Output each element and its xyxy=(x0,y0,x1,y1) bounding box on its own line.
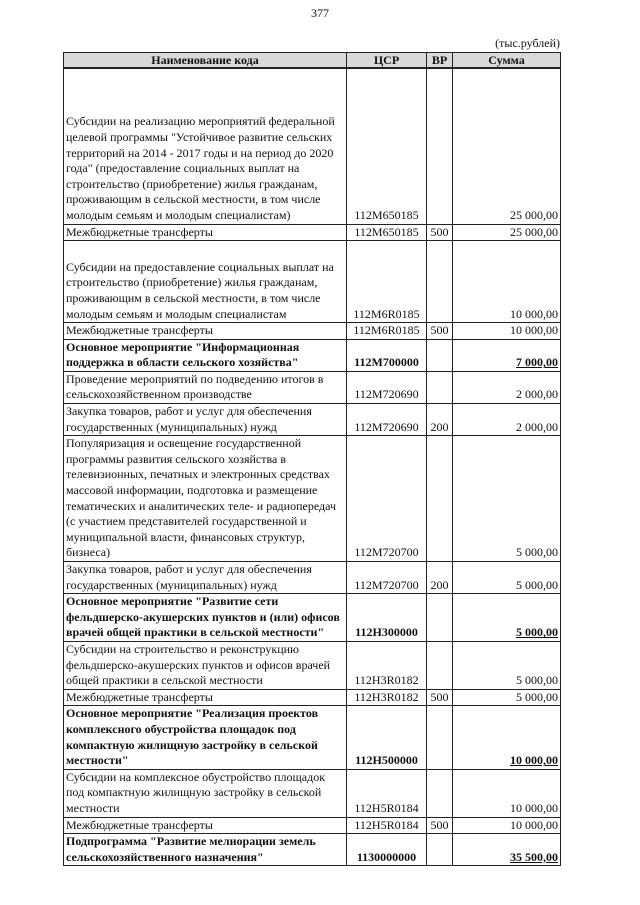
row-sum: 10 000,00 xyxy=(453,323,561,340)
row-vr: 500 xyxy=(427,323,453,340)
row-sum: 2 000,00 xyxy=(453,371,561,403)
row-vr xyxy=(427,834,453,866)
row-vr xyxy=(427,68,453,224)
row-csr: 112М6R0185 xyxy=(347,241,427,323)
row-csr: 112Н5R0184 xyxy=(347,769,427,817)
row-name: Межбюджетные трансферты xyxy=(64,817,347,834)
row-csr: 112М720700 xyxy=(347,562,427,594)
table-row xyxy=(64,436,561,562)
table-row xyxy=(64,68,561,224)
budget-table xyxy=(63,52,561,866)
page-number: 377 xyxy=(311,6,329,20)
row-vr xyxy=(427,769,453,817)
column-header-name: Наименование кода xyxy=(64,53,347,69)
row-vr xyxy=(427,241,453,323)
row-csr: 112М700000 xyxy=(347,339,427,371)
row-sum: 10 000,00 xyxy=(453,241,561,323)
table-row xyxy=(64,817,561,834)
row-sum: 5 000,00 xyxy=(453,594,561,642)
table-row xyxy=(64,562,561,594)
row-vr xyxy=(427,594,453,642)
row-csr: 112М650185 xyxy=(347,68,427,224)
row-name: Подпрограмма "Развитие мелиорации земель сельскохозяйственного назначения" xyxy=(64,834,347,866)
row-vr xyxy=(427,436,453,562)
table-row xyxy=(64,594,561,642)
row-sum: 2 000,00 xyxy=(453,404,561,436)
row-sum: 10 000,00 xyxy=(453,706,561,769)
row-csr: 1130000000 xyxy=(347,834,427,866)
row-csr: 112М650185 xyxy=(347,224,427,241)
row-vr xyxy=(427,641,453,689)
row-name: Межбюджетные трансферты xyxy=(64,224,347,241)
row-csr: 112Н5R0184 xyxy=(347,817,427,834)
row-sum: 5 000,00 xyxy=(453,562,561,594)
row-vr xyxy=(427,371,453,403)
table-row xyxy=(64,241,561,323)
row-csr: 112М720700 xyxy=(347,436,427,562)
column-header-vr: ВР xyxy=(427,53,453,69)
row-name: Субсидии на комплексное обустройство площадок под компактную жилищную застройку в сельской местности xyxy=(64,769,347,817)
row-sum: 25 000,00 xyxy=(453,68,561,224)
row-name: Проведение мероприятий по подведению итогов в сельскохозяйственном производстве xyxy=(64,371,347,403)
row-vr: 200 xyxy=(427,404,453,436)
table-row xyxy=(64,769,561,817)
column-header-sum: Сумма xyxy=(453,53,561,69)
row-vr xyxy=(427,706,453,769)
table-row xyxy=(64,706,561,769)
row-vr: 200 xyxy=(427,562,453,594)
row-csr: 112Н500000 xyxy=(347,706,427,769)
column-header-csr: ЦСР xyxy=(347,53,427,69)
row-name: Основное мероприятие "Развитие сети фельдшерско-акушерских пунктов и (или) офисов врачей общей практики в сельской местности" xyxy=(64,594,347,642)
row-sum: 5 000,00 xyxy=(453,689,561,706)
table-row xyxy=(64,689,561,706)
row-name: Межбюджетные трансферты xyxy=(64,323,347,340)
row-sum: 10 000,00 xyxy=(453,769,561,817)
table-row xyxy=(64,641,561,689)
table-row xyxy=(64,323,561,340)
units-label: (тыс.рублей) xyxy=(495,36,560,50)
table-row xyxy=(64,371,561,403)
row-vr: 500 xyxy=(427,689,453,706)
row-csr: 112Н3R0182 xyxy=(347,689,427,706)
row-vr xyxy=(427,339,453,371)
table-header-row xyxy=(64,53,561,69)
row-csr: 112М720690 xyxy=(347,404,427,436)
row-vr: 500 xyxy=(427,224,453,241)
row-name: Субсидии на реализацию мероприятий федеральной целевой программы "Устойчивое развитие сельских территорий на 2014 - 2017 годы и на период до 2020 года" (предоставление социальных выплат на строительство (приобретение) жилья гражданам, проживающим в сельской местности, в том числе молодым семьям и молодым специалистам) xyxy=(64,68,347,224)
row-sum: 10 000,00 xyxy=(453,817,561,834)
row-csr: 112М6R0185 xyxy=(347,323,427,340)
table-row xyxy=(64,339,561,371)
row-name: Основное мероприятие "Информационная поддержка в области сельского хозяйства" xyxy=(64,339,347,371)
row-csr: 112Н300000 xyxy=(347,594,427,642)
row-csr: 112М720690 xyxy=(347,371,427,403)
row-name: Закупка товаров, работ и услуг для обеспечения государственных (муниципальных) нужд xyxy=(64,404,347,436)
row-sum: 7 000,00 xyxy=(453,339,561,371)
row-sum: 5 000,00 xyxy=(453,436,561,562)
row-name: Популяризация и освещение государственной программы развития сельского хозяйства в телевизионных, печатных и электронных средствах массовой информации, подготовка и размещение тематических и аналитических теле- и радиопередач (с участием представителей государственной и муниципальной власти, финансовых структур, бизнеса) xyxy=(64,436,347,562)
row-csr: 112Н3R0182 xyxy=(347,641,427,689)
row-vr: 500 xyxy=(427,817,453,834)
table-row xyxy=(64,404,561,436)
row-name: Субсидии на предоставление социальных выплат на строительство (приобретение) жилья гражданам, проживающим в сельской местности, в том числе молодым семьям и молодым специалистам xyxy=(64,241,347,323)
table-row xyxy=(64,224,561,241)
table-row xyxy=(64,834,561,866)
row-name: Закупка товаров, работ и услуг для обеспечения государственных (муниципальных) нужд xyxy=(64,562,347,594)
row-sum: 35 500,00 xyxy=(453,834,561,866)
row-name: Субсидии на строительство и реконструкцию фельдшерско-акушерских пунктов и офисов врачей общей практики в сельской местности xyxy=(64,641,347,689)
row-sum: 25 000,00 xyxy=(453,224,561,241)
row-name: Межбюджетные трансферты xyxy=(64,689,347,706)
row-name: Основное мероприятие "Реализация проектов комплексного обустройства площадок под компактную жилищную застройку в сельской местности" xyxy=(64,706,347,769)
row-sum: 5 000,00 xyxy=(453,641,561,689)
